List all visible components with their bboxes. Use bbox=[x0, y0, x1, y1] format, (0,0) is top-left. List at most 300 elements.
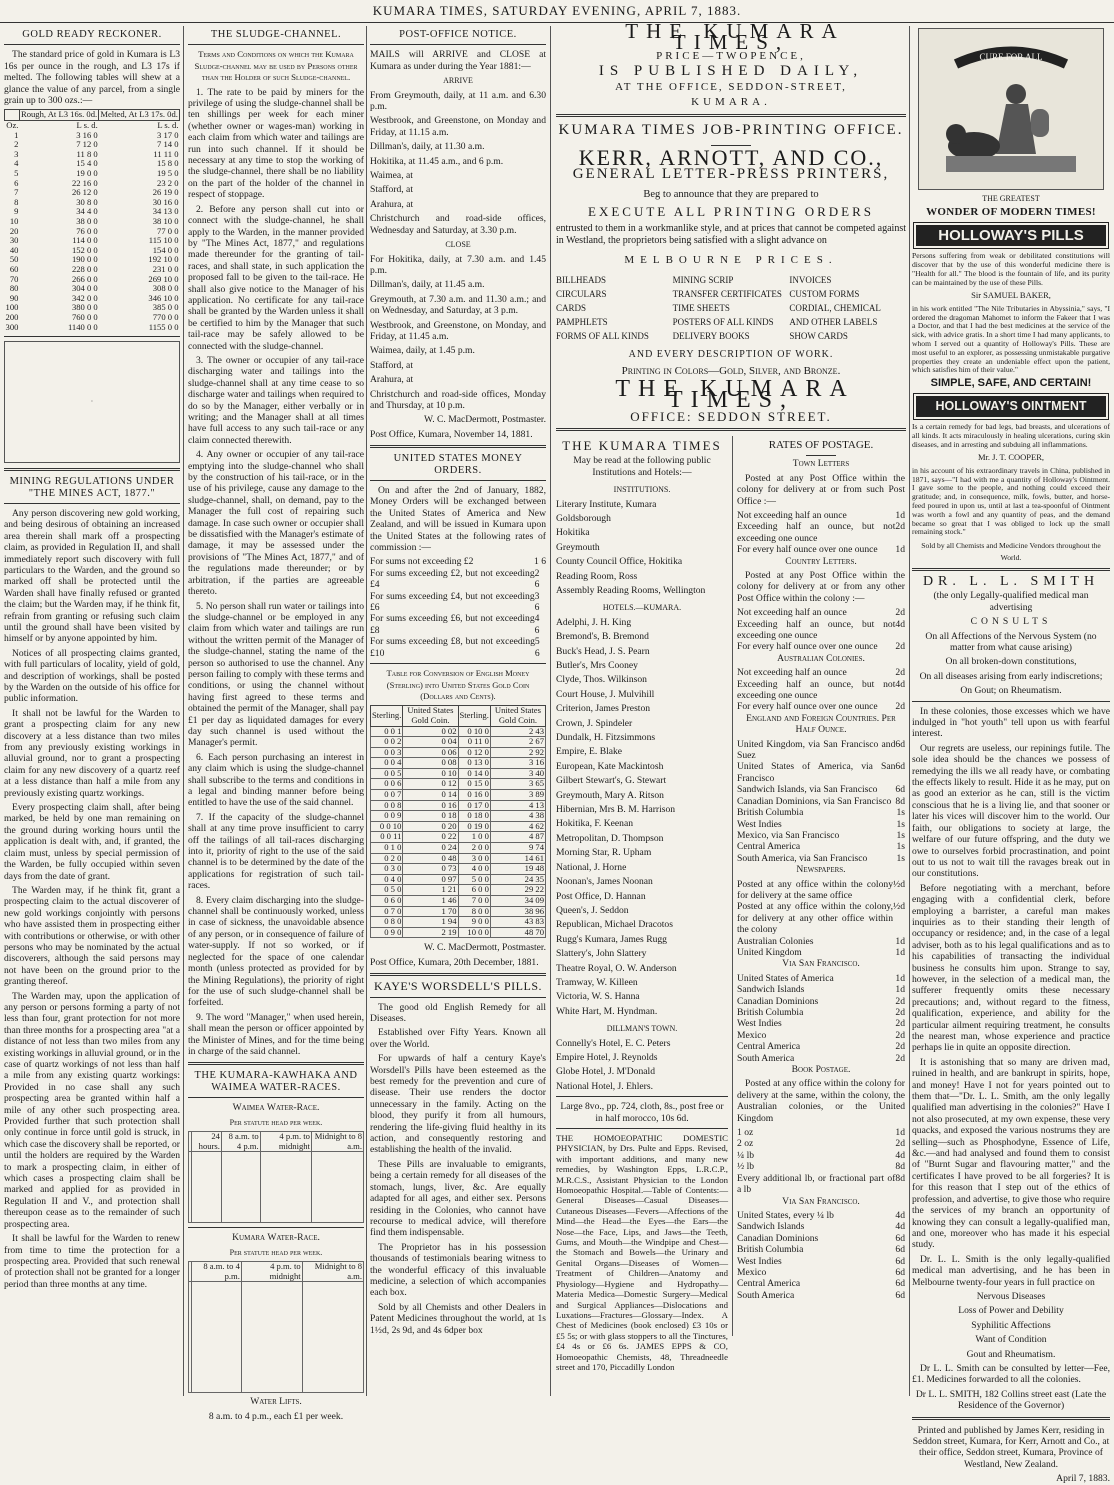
table-cell: 192 10 0 bbox=[148, 254, 179, 265]
table-cell: 0 13 0 bbox=[458, 758, 490, 769]
imprint: Printed and published by James Kerr, residing in Seddon street, Kumara, for Kerr, Arnott and Co., at their office, Seddon street, Kumara, Province of Westland, New Zealand. bbox=[912, 1424, 1110, 1470]
rate-label: Mexico, via San Francisco bbox=[737, 829, 840, 841]
rate-row bbox=[737, 936, 905, 947]
table-cell: 15 8 0 bbox=[157, 158, 179, 169]
paragraph: On and after the 2nd of January, 1882, Money Orders will be exchanged between the United States of America and New Zealand, and will be issued in Kumara upon the United States at the following rates of commission :— bbox=[370, 485, 546, 554]
list-item: White Hart, M. Hyndman. bbox=[556, 1005, 658, 1017]
column-rule bbox=[550, 26, 551, 1396]
list-item: Buck's Head, J. S. Pearn bbox=[556, 645, 650, 657]
rate-price: ½d bbox=[893, 878, 905, 890]
subheading: Via San Francisco. bbox=[782, 958, 860, 970]
rate-price: 8d bbox=[895, 795, 905, 807]
rate-price: 6d bbox=[895, 1232, 905, 1244]
paragraph: in his account of his extraordinary travels in China, published in 1871, says—"I had with me a quantity of Holloway's Ointment. I gave some to the people, and nothing could exceed their gratitude; and, in consequence, milk, fowls, butter, and horse-feed poured in upon us, until at last a tea-spoonful of Ointment was worth a fowl and any quantity of peas, and the demand became so great that I was obliged to lock up the small remaining stock." bbox=[912, 465, 1110, 537]
col-header: Rough, At L3 16s. 0d. bbox=[20, 109, 98, 120]
table-cell: 2 bbox=[14, 139, 19, 150]
subheading: Sir SAMUEL BAKER, bbox=[971, 290, 1051, 301]
rate-price: 4d bbox=[895, 1149, 905, 1161]
job-printing: KUMARA TIMES JOB-PRINTING OFFICE. bbox=[558, 122, 904, 139]
work-item: SHOW CARDS bbox=[789, 330, 848, 341]
subheading: ARRIVE bbox=[443, 76, 473, 86]
table-cell: 30 8 0 bbox=[76, 196, 98, 207]
heading: THE KUMARA-KAWHAKA AND WAIMEA WATER-RACES. bbox=[194, 1070, 358, 1093]
heading: WONDER OF MODERN TIMES! bbox=[926, 206, 1096, 219]
rate-price: 2d bbox=[895, 1018, 905, 1030]
table-cell: 0 6 0 bbox=[371, 896, 403, 907]
list-item: Loss of Power and Debility bbox=[958, 1305, 1064, 1317]
grains-table: · bbox=[4, 341, 180, 463]
rate-label: Exceeding half an ounce, but not exceeding one ounce bbox=[737, 521, 896, 544]
table-cell: 0 0 11 bbox=[371, 832, 403, 843]
paragraph: On all Affections of the Nervous System (no matter from what cause arising) bbox=[925, 630, 1097, 654]
table-cell: 3 65 bbox=[490, 779, 545, 790]
subheading: HOTELS.—KUMARA. bbox=[602, 603, 682, 613]
paragraph: The Warden may, if he think fit, grant a prospecting claim to the actual discoverer of new gold workings conjointly with persons who have assisted them in prospecting either with contributions or otherwise, or with other persons who may be nominated by the actual discoverers, although the said persons may not have been on the ground prior to the granting thereof. bbox=[4, 884, 180, 988]
rate-price: 1s bbox=[896, 841, 905, 853]
rate-price: 1s bbox=[896, 807, 905, 819]
table-cell: 0 18 bbox=[403, 811, 458, 822]
rate-row bbox=[737, 973, 905, 984]
table-cell: 0 7 0 bbox=[371, 906, 403, 917]
heading: DR. L. L. SMITH bbox=[922, 573, 1100, 589]
paragraph: In these colonies, those excesses which we have indulged in "hot youth" tell upon us with fearful interest. bbox=[912, 705, 1110, 740]
table-cell: 1 94 bbox=[403, 917, 458, 928]
table-cell: 115 10 0 bbox=[148, 235, 179, 246]
table-cell: 0 0 4 bbox=[371, 758, 403, 769]
paragraph: 5. No person shall run water or tailings into the sludge-channel or be employed in any claim from which water and tailings are run without the written permit of the Manager of the sludge-channel, stating the name of the person so authorised to use the channel. Any person failing to comply with these terms and conditions, or using the channel without having first agreed to these terms and obtained the permit of the Manager, shall pay £1 per day as liquidated damages for every day such channel is used without the Manager's permit. bbox=[188, 600, 364, 749]
table-row bbox=[371, 779, 546, 790]
rate-row bbox=[737, 544, 905, 555]
work-item: DELIVERY BOOKS bbox=[672, 330, 750, 341]
rate-row bbox=[737, 1244, 905, 1255]
rate-price: 2d bbox=[895, 521, 905, 533]
list-item: Noonan's, James Noonan bbox=[556, 876, 653, 888]
table-cell: 0 12 bbox=[403, 779, 458, 790]
rate-price: 4d bbox=[895, 678, 905, 690]
list-item: Metropolitan, D. Thompson bbox=[556, 832, 664, 844]
list-item: Rugg's Kumara, James Rugg bbox=[556, 933, 667, 945]
list-item: Criterion, James Preston bbox=[556, 703, 651, 715]
rate-label: For sums not exceeding £2 bbox=[370, 556, 474, 568]
paragraph: May be read at the following public Institutions and Hotels:— bbox=[573, 455, 711, 478]
paragraph: The good old English Remedy for all Diseases. bbox=[370, 1001, 546, 1024]
paragraph: Printing in Colors—Gold, Silver, and Bronze. bbox=[621, 365, 841, 378]
waimea-table bbox=[188, 1131, 364, 1223]
rate-label: United States of America bbox=[737, 972, 834, 984]
rate-row bbox=[737, 819, 905, 830]
paragraph: AND EVERY DESCRIPTION OF WORK. bbox=[628, 348, 834, 360]
table-cell: 0 06 bbox=[403, 747, 458, 758]
table-row bbox=[371, 758, 546, 769]
rate-row bbox=[737, 701, 905, 712]
britannia-lion-illustration bbox=[918, 28, 1104, 190]
banner-text: CURE FOR ALL bbox=[979, 52, 1043, 62]
list-item: Morning Star, R. Upham bbox=[556, 847, 652, 859]
col-header: Midnight to 8 a.m. bbox=[302, 1261, 363, 1281]
table-cell: 0 0 2 bbox=[371, 737, 403, 748]
rate-row bbox=[737, 1150, 905, 1161]
paragraph: 4. Any owner or occupier of any tail-race emptying into the sludge-channel who shall by the construction of his tail-race, or in the use of his privilege, cause any damage to the sludge-channel, shall, on demand, pay to the Manager the full cost of repairing such damage. In case such owner or occupier shall be dissatisfied with the Manager's estimate of damage, it may be assessed under the provisions of "The Mines Act, 1877," and of the regulations made thereunder; or by arbitration, if the parties are agreeable thereto. bbox=[188, 449, 364, 598]
rate-label: Posted at any office within the colony for delivery at the same office bbox=[737, 878, 893, 901]
subheading: Country Letters. bbox=[785, 555, 857, 567]
town: KUMARA. bbox=[691, 96, 771, 109]
table-cell: 3 17 0 bbox=[157, 129, 179, 140]
table-cell: 9 0 0 bbox=[458, 917, 490, 928]
rate-price: 6d bbox=[895, 1244, 905, 1256]
rate-price: 2d bbox=[895, 667, 905, 679]
rate-price: 4d bbox=[895, 1221, 905, 1233]
rate-label: Not exceeding half an ounce bbox=[737, 667, 847, 679]
table-cell: 385 0 0 bbox=[152, 302, 179, 313]
rate-price: 4 6 bbox=[534, 613, 540, 636]
rate-price: 2d bbox=[895, 1138, 905, 1150]
table-cell: 0 0 6 bbox=[371, 779, 403, 790]
subheading: Book Postage. bbox=[791, 1064, 851, 1076]
list-item: Theatre Royal, O. W. Anderson bbox=[556, 962, 677, 974]
rate-label: South America bbox=[737, 1289, 795, 1301]
paragraph: THE HOMOEOPATHIC DOMESTIC PHYSICIAN, by Drs. Pulte and Epps. Revised, with important additions, and many new remedies, by Washington Epps, L.R.C.P., M.R.C.S., Assistant Physician to the London Homoeopathic Hospital.—Table of Contents:—General Diseases—Casual Diseases—Cutaneous Diseases—Fevers—Affections of the Mind—the Head—the Eyes—the Ears—the Nose—the Face, Lips, and Jaws—the Teeth, Gums, and Mouth—the Windpipe and Chest—the Stomach and Bowels—the Urinary and Genital Organs—Diseases of Women—Treatment of Children—Anatomy and Physiology—Hygiene and Hydropathy—Materia Medica—Domestic Surgery—Medical and Surgical Appliances—Dislocations and Luxations—Fractures—Glossary—Index. A Chest of Medicines (book enclosed) £3 10s or £5 5s; or with glass stoppers to all the Tinctures, £4 4s or £6 6s. JAMES EPPS & CO, Homoeopathic Chemists, 48, Threadneedle street and 170, Piccadilly London bbox=[556, 1133, 728, 1372]
paragraph: 6. Each person purchasing an interest in any claim which is using the sludge-channel shall subscribe to the terms and conditions in a legal and binding manner before being entitled to have the use of the said channel. bbox=[188, 751, 364, 809]
table-cell: Oz. bbox=[6, 120, 19, 131]
date: April 7, 1883. bbox=[1056, 1473, 1110, 1485]
mail-line: From Greymouth, daily, at 11 a.m. and 6.30 p.m. bbox=[370, 89, 546, 113]
rate-row bbox=[370, 613, 546, 636]
table-cell: 0 02 bbox=[403, 726, 458, 737]
rate-label: Canadian Dominions, via San Francisco bbox=[737, 795, 892, 807]
rate-label: Mexico bbox=[737, 1266, 767, 1278]
list-item: Greymouth, Mary A. Ritson bbox=[556, 789, 664, 801]
rate-row bbox=[737, 679, 905, 702]
rate-row bbox=[737, 1278, 905, 1289]
table-cell: 0 11 0 bbox=[458, 737, 490, 748]
rate-label: West Indies bbox=[737, 1018, 782, 1030]
work-item: CARDS bbox=[556, 302, 587, 313]
table-cell: 6 0 0 bbox=[458, 885, 490, 896]
rate-price: 2 6 bbox=[534, 567, 540, 591]
work-item: TIME SHEETS bbox=[672, 302, 730, 313]
paragraph: On all broken-down constitutions, bbox=[945, 656, 1077, 668]
table-cell: 10 0 0 bbox=[458, 927, 490, 938]
table-row bbox=[371, 906, 546, 917]
heading: GOLD READY RECKONER. bbox=[22, 29, 162, 40]
rate-price: 4d bbox=[895, 618, 905, 630]
heading: POST-OFFICE NOTICE. bbox=[399, 29, 517, 40]
mail-line: Waimea, at bbox=[370, 170, 413, 182]
col-header: 24 hours. bbox=[192, 1131, 222, 1151]
table-cell: L s. d. bbox=[76, 120, 98, 131]
title: THE KUMARA TIMES, bbox=[625, 19, 845, 55]
rate-price: 1s bbox=[896, 818, 905, 830]
mail-line: Stafford, at bbox=[370, 359, 413, 371]
rate-label: Sandwich Islands bbox=[737, 984, 805, 996]
subheading: Australian Colonies. bbox=[777, 652, 865, 664]
paragraph: The standard price of gold in Kumara is L3 16s per ounce in the rough, and L3 17s if melted. The following tables will shew at a glance the value of any parcel, from a single grain up to 300 ozs.:— bbox=[4, 49, 180, 107]
subheading: Kumara Water-Race. bbox=[232, 1232, 320, 1244]
work-item: CIRCULARS bbox=[556, 288, 607, 299]
mail-line: Greymouth, at 7.30 a.m. and 11.30 a.m.; and on Wednesday, and Saturday, at 3 p.m. bbox=[370, 293, 546, 317]
rate-label: For sums exceeding £6, but not exceeding £8 bbox=[370, 613, 535, 636]
table-cell: 90 bbox=[9, 292, 19, 303]
table-cell: 3 bbox=[14, 148, 19, 159]
list-item: Connelly's Hotel, E. C. Peters bbox=[556, 1037, 671, 1049]
rate-row bbox=[737, 784, 905, 795]
table-cell: 0 10 0 bbox=[458, 726, 490, 737]
table-cell: 43 83 bbox=[490, 917, 545, 928]
paragraph: Notices of all prospecting claims granted, with full particulars of locality, yield of gold, and description of workings, shall be posted by the Warden on the outside of his office for public information. bbox=[4, 647, 180, 705]
paragraph: Beg to announce that they are prepared to bbox=[643, 188, 819, 200]
subheading: Via San Francisco. bbox=[782, 1195, 860, 1207]
col-header: Sterling. bbox=[458, 706, 490, 726]
paragraph: The Warden may, upon the application of any person or persons forming a party of not less than four, grant protection for not more than three months for a prospecting area "at a distance of not less than two miles from any existing workings in alluvial ground, or in the case of quartz workings of not less than half a mile from any existing quartz workings: Provided in no case shall any such prospecting area be granted within half a mile of any other such prospecting area. Provided further that such protection shall only continue in force until gold is struck, in which case the discovery shall be reported, or until the holders are required by the Warden to mark a prospecting claim, in either of which cases a prospecting claim shall be marked and applied for as provided in Regulation II and V., and protection shall thereupon cease as to the remainder of such prospecting area. bbox=[4, 990, 180, 1230]
work-list bbox=[556, 275, 906, 345]
col-header: 4 p.m. to midnight bbox=[260, 1131, 311, 1151]
table-cell: 70 bbox=[9, 273, 19, 284]
table-cell: 26 12 0 bbox=[71, 187, 98, 198]
work-item: INVOICES bbox=[789, 274, 832, 285]
list-item: Hibernian, Mrs B. M. Harrison bbox=[556, 804, 676, 816]
table-row bbox=[371, 896, 546, 907]
rate-label: British Columbia bbox=[737, 807, 804, 819]
rate-price: ½d bbox=[893, 901, 905, 913]
paragraph: It is astonishing that so many are driven mad, ruined in health, and are bankrupt in spirits, hope, and money! Have I not for years pointed out to them that—"Dr. L. L. Smith, am the only legally qualified man advertising in the colonies?" Have I not also prosecuted, at my own expense, these very quacks, and exposed the various nostrums they are selling—such as Phosphodyne, Essence of Life, &c.—and had analysed and found them to consist of "Burnt Sugar and flavouring matter," and the certificates I have proved to be all forgeries? It is for this reason that I step out of the ethics of profession, and advertise, to give those who require the services of my branch an opportunity of knowing they can consult a legally-qualified man, and one, moreover who has made it his especial study. bbox=[912, 1056, 1110, 1251]
rate-row bbox=[737, 1030, 905, 1041]
subheading: Water Lifts. bbox=[250, 1396, 302, 1408]
table-row bbox=[5, 323, 180, 333]
rate-label: Not exceeding half an ounce bbox=[737, 509, 847, 521]
rate-row bbox=[737, 984, 905, 995]
column-sludge-channel bbox=[188, 26, 364, 1422]
work-item: CORDIAL, CHEMICAL bbox=[789, 302, 881, 313]
table-cell: 38 96 bbox=[490, 906, 545, 917]
table-cell: 19 0 0 bbox=[76, 168, 98, 178]
paragraph: (the only Legally-qualified medical man advertising bbox=[933, 590, 1089, 613]
col-header: 8 a.m. to 4 p.m. bbox=[192, 1261, 242, 1281]
rate-row bbox=[737, 830, 905, 841]
rate-price: 1d bbox=[895, 984, 905, 996]
table-cell: 0 16 bbox=[403, 800, 458, 811]
rate-price: 1d bbox=[895, 972, 905, 984]
mail-line: Westbrook, and Greenstone, on Monday, and Friday, at 11.45 a.m. bbox=[370, 319, 546, 342]
table-cell: 0 0 7 bbox=[371, 790, 403, 801]
table-cell: 3 16 bbox=[490, 758, 545, 769]
paragraph: Large 8vo., pp. 724, cloth, 8s., post free or in half morocco, 10s 6d. bbox=[560, 1101, 724, 1124]
paragraph: On all diseases arising from early indiscretions; bbox=[919, 670, 1103, 682]
table-cell: 2 92 bbox=[490, 747, 545, 758]
heading: KAYE'S WORSDELL'S PILLS. bbox=[373, 979, 542, 994]
rate-row bbox=[737, 1256, 905, 1267]
mail-line: Dillman's, daily, at 11.30 a.m. bbox=[370, 141, 485, 153]
table-cell: 22 16 0 bbox=[71, 177, 98, 188]
heading: RATES OF POSTAGE. bbox=[768, 438, 874, 451]
rate-label: For sums exceeding £8, but not exceeding £10 bbox=[370, 636, 535, 659]
table-cell: 3 40 bbox=[490, 768, 545, 779]
paragraph: 3. The owner or occupier of any tail-race discharging water and tailings into the sludge-channel shall at any time cease to so discharge water and tailings when required to do so by the Manager, either verbally or in writing; and the Manager shall at all times have full access to any such tail-race or any claim connected therewith. bbox=[188, 354, 364, 446]
paragraph: EXECUTE ALL PRINTING ORDERS bbox=[588, 204, 874, 220]
work-item: FORMS OF ALL KINDS bbox=[556, 330, 649, 341]
work-item: TRANSFER CERTIFICATES bbox=[672, 288, 782, 299]
rate-price: 4d bbox=[895, 1209, 905, 1221]
rate-price: 2d bbox=[895, 607, 905, 619]
rate-row bbox=[737, 796, 905, 807]
table-cell: 4 62 bbox=[490, 821, 545, 832]
paragraph: Posted at any Post Office within the colony for delivery at or from such Post Office :— bbox=[737, 472, 905, 507]
table-row bbox=[371, 853, 546, 864]
rate-label: United Kingdom, via San Francisco and Suez bbox=[737, 738, 896, 762]
mail-line: Westbrook, and Greenstone, on Monday and Friday, at 11.15 a.m. bbox=[370, 115, 546, 138]
rate-row bbox=[737, 1161, 905, 1172]
table-row bbox=[371, 864, 546, 875]
table-cell: 152 0 0 bbox=[71, 244, 98, 255]
conversion-table bbox=[370, 705, 546, 938]
rate-row bbox=[370, 556, 546, 567]
rate-row bbox=[737, 607, 905, 618]
table-cell: 3 89 bbox=[490, 790, 545, 801]
office: OFFICE: SEDDON STREET. bbox=[630, 408, 832, 424]
paragraph: 9. The word "Manager," when used herein, shall mean the person or officer appointed by the Minister of Mines, and for the time being in charge of the said channel. bbox=[188, 1011, 364, 1057]
table-cell: 9 bbox=[14, 206, 19, 217]
paragraph: 2. Before any person shall cut into or connect with the sludge-channel, he shall apply to the Warden, in the manner provided by "The Mines Act, 1877," and regulations made thereunder for the granting of tail-races, and shall state, in such application the proposed fall to be given to the tail-race. He shall also give notice to the Manager of his application. No certificate for any tail-race shall be granted by the Warden unless it shall be certified to him by the Manager that such tail-race may be safely allowed to be connected with the sludge-channel. bbox=[188, 203, 364, 352]
table-cell: 1140 0 0 bbox=[67, 321, 98, 332]
table-cell: 1155 0 0 bbox=[148, 321, 179, 332]
subheading: England and Foreign Countries. Per Half Ounce. bbox=[746, 712, 896, 736]
table-cell: 11 11 0 bbox=[153, 148, 179, 159]
rate-label: West Indies bbox=[737, 1255, 782, 1267]
paragraph: THE GREATEST bbox=[982, 194, 1040, 203]
list-item: Greymouth bbox=[556, 541, 600, 553]
work-item: AND OTHER LABELS bbox=[789, 316, 878, 327]
paragraph: Sold by all Chemists and other Dealers in Patent Medicines throughout the world, at 1s 1½d, 2s 9d, and 4s 6dper box bbox=[370, 1301, 546, 1336]
rate-row bbox=[737, 1221, 905, 1232]
list-item: National Hotel, J. Ehlers. bbox=[556, 1080, 653, 1092]
rate-row bbox=[737, 739, 905, 762]
table-cell: 0 12 0 bbox=[458, 747, 490, 758]
table-cell: 8 0 0 bbox=[458, 906, 490, 917]
table-cell: 0 1 0 bbox=[371, 843, 403, 854]
table-cell: 0 0 5 bbox=[371, 768, 403, 779]
rate-price: 1 6 bbox=[534, 556, 546, 568]
rate-row bbox=[737, 807, 905, 818]
paragraph: Posted at any Post Office within the colony for delivery at or from any other Post Office within the colony :— bbox=[737, 569, 905, 604]
rate-row bbox=[737, 1290, 905, 1301]
column-rule bbox=[909, 26, 910, 1396]
subheading: Table for Conversion of English Money (Sterling) into United States Gold Coin (Dollars and Cents). bbox=[386, 668, 530, 701]
table-row bbox=[371, 737, 546, 748]
paragraph: 8. Every claim discharging into the sludge-channel shall be continuously worked, unless in case of sickness, the unavoidable absence of any person, or in consequence of failure of water-supply. If not so worked, or if neglected for the space of one calendar month (unless protected as provided for by the Mining Regulations), the priority of right for the use of such sludge-channel shall be forfeited. bbox=[188, 894, 364, 1009]
table-cell: 2 67 bbox=[490, 737, 545, 748]
rate-price: 1s bbox=[896, 829, 905, 841]
rate-label: For sums exceeding £2, but not exceeding £4 bbox=[370, 567, 535, 591]
table-cell: 4 0 0 bbox=[458, 864, 490, 875]
printers: GENERAL LETTER-PRESS PRINTERS, bbox=[572, 166, 890, 183]
column-rule bbox=[183, 26, 184, 1396]
table-cell: 2 0 0 bbox=[458, 843, 490, 854]
table-cell: 0 48 bbox=[403, 853, 458, 864]
rate-row bbox=[737, 521, 905, 544]
mail-line: Arahura, at bbox=[370, 374, 414, 386]
table-cell: 770 0 0 bbox=[152, 311, 179, 322]
table-cell: 5 bbox=[14, 168, 19, 178]
rate-price: 1d bbox=[895, 1127, 905, 1139]
paragraph: Any person discovering new gold working, and being desirous of obtaining an increased area therein shall mark off a prospecting claim, as provided in Regulation II, and shall immediately report such discovery with full particulars to the Warden, and the ground so marked off shall be protected until the Warden shall have finally refused or granted the claim; but the Warden may, if he think fit, refrain from granting or refusing such claim until the ground shall have been visited by himself or by anyone appointed by him. bbox=[4, 507, 180, 645]
mail-line: Stafford, at bbox=[370, 184, 413, 196]
date: Post Office, Kumara, November 14, 1881. bbox=[370, 428, 533, 440]
list-item: Republican, Michael Dracotos bbox=[556, 919, 673, 931]
table-cell: 40 bbox=[9, 244, 19, 255]
heading: MINING REGULATIONS UNDER "THE MINES ACT, 1877." bbox=[9, 476, 175, 499]
list-item: Victoria, W. S. Hanna bbox=[556, 991, 640, 1003]
table-cell: 2 19 bbox=[403, 927, 458, 938]
table-cell: 266 0 0 bbox=[71, 273, 98, 284]
kumara-table bbox=[188, 1261, 364, 1393]
list-item: Crown, J. Spindeler bbox=[556, 717, 633, 729]
rate-row bbox=[370, 636, 546, 659]
table-cell: 342 0 0 bbox=[71, 292, 98, 303]
table-cell: 0 10 bbox=[403, 768, 458, 779]
column-gold-reckoner bbox=[4, 26, 180, 1396]
table-row bbox=[371, 832, 546, 843]
list-item: Hokitika bbox=[556, 527, 590, 539]
subheading: CONSULTS bbox=[970, 616, 1052, 628]
list-item: Empire Hotel, J. Reynolds bbox=[556, 1051, 658, 1063]
rate-label: 2 oz bbox=[737, 1138, 754, 1150]
paragraph: entrusted to them in a workmanlike style, and at prices that cannot be competed against in Westland, the proprietors being satisfied with a slight advance on bbox=[556, 223, 906, 247]
paragraph: Every prospecting claim shall, after being marked, be held by one man remaining on the ground during working hours until the application is dealt with, and, if granted, the claim must, unless by special permission of the Warden, be fully occupied within seven days from the date of grant. bbox=[4, 802, 180, 882]
table-cell: 7 0 0 bbox=[458, 896, 490, 907]
rate-row bbox=[737, 1041, 905, 1052]
table-cell: 114 0 0 bbox=[72, 235, 98, 246]
subheading: Mr. J. T. COOPER, bbox=[977, 452, 1045, 463]
rate-label: Central America bbox=[737, 1041, 801, 1053]
rate-label: For every half ounce over one ounce bbox=[737, 641, 878, 653]
table-cell: 0 73 bbox=[403, 864, 458, 875]
list-item: European, Kate Mackintosh bbox=[556, 760, 664, 772]
work-item: BILLHEADS bbox=[556, 274, 606, 285]
table-cell: 34 4 0 bbox=[76, 206, 98, 217]
rate-price: 6d bbox=[895, 738, 905, 750]
work-item: CUSTOM FORMS bbox=[789, 288, 860, 299]
table-cell: 38 10 0 bbox=[152, 215, 179, 226]
table-cell: 60 bbox=[9, 263, 19, 274]
table-cell: 7 14 0 bbox=[157, 139, 179, 150]
table-cell: 228 0 0 bbox=[71, 263, 98, 274]
work-item: POSTERS OF ALL KINDS bbox=[672, 316, 774, 327]
paragraph: Our regrets are useless, our repinings futile. The sole idea should be the chances we possess of remedying the ills we all ready have, or combating the effects likely to result. Hide it as he may, put on as good an exterior as he can, still is the victim conscious that he is a living lie, and that sooner or later his vices will discover him to the world. Our faith, our obligations to society at large, the welfare of our future offspring, and the duty we owe to ourselves forbid procrastination, and point out to us not to wait till the ravages break out in our constitutions. bbox=[912, 742, 1110, 880]
paragraph: MELBOURNE PRICES. bbox=[624, 254, 838, 267]
table-cell: 0 8 0 bbox=[371, 917, 403, 928]
table-cell: 7 12 0 bbox=[76, 139, 98, 150]
table-cell: 0 9 0 bbox=[371, 927, 403, 938]
table-row bbox=[371, 927, 546, 938]
table-cell: 0 4 0 bbox=[371, 874, 403, 885]
table-cell: 19 5 0 bbox=[157, 168, 179, 178]
mail-line: For Hokitika, daily, at 7.30 a.m. and 1.45 p.m. bbox=[370, 253, 546, 276]
list-item: Clyde, Thos. Wilkinson bbox=[556, 674, 647, 686]
column-kumara-times bbox=[556, 19, 906, 1396]
paragraph: in his work entitled "The Nile Tributaries in Abyssinia," says, "I ordered the dragoman Mahomet to inform the Fakeer that I was a Doctor, and that I had the best medicines at the service of the sick, with advice gratis. In a short time I had many applicants, to whom I served out a quantity of Holloway's Pills. These are most useful to an explorer, as possessing unmistakable purgative properties they create an undeniable effect upon the patient, which satisfies him of their value." bbox=[912, 303, 1110, 375]
date: Post Office, Kumara, 20th December, 1881. bbox=[370, 956, 539, 968]
table-cell: 4 13 bbox=[490, 800, 545, 811]
table-cell: 1 70 bbox=[403, 906, 458, 917]
table-cell: 269 10 0 bbox=[148, 273, 179, 284]
column-holloway bbox=[912, 26, 1110, 1485]
rate-row bbox=[737, 1127, 905, 1138]
rate-label: Mexico bbox=[737, 1029, 767, 1041]
table-cell: 34 09 bbox=[490, 896, 545, 907]
paragraph: Persons suffering from weak or debilitated constitutions will discover that by the use of this wonderful medicine there is "Health for all." The blood is the fountain of life, and its purity can be maintained by the use of these Pills. bbox=[912, 251, 1110, 287]
rate-row bbox=[737, 667, 905, 678]
table-cell: 0 17 0 bbox=[458, 800, 490, 811]
rate-label: Sandwich Islands, via San Francisco bbox=[737, 784, 878, 796]
